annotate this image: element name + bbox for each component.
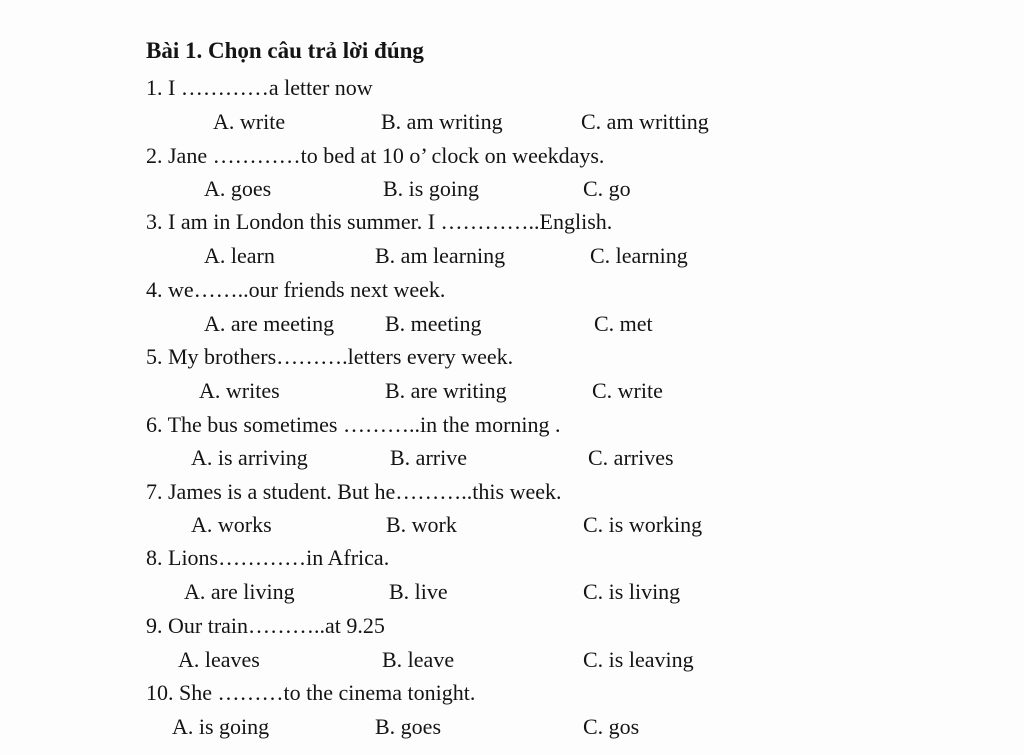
question-9-option-a: A. leaves bbox=[178, 647, 260, 672]
question-10-option-a: A. is going bbox=[172, 714, 270, 739]
question-5-option-c: C. write bbox=[592, 378, 663, 403]
question-1-stem: 1. I …………a letter now bbox=[146, 75, 373, 100]
question-2-option-c: C. go bbox=[583, 176, 631, 201]
question-8-option-c: C. is living bbox=[583, 579, 681, 604]
question-8-stem: 8. Lions…………in Africa. bbox=[146, 545, 390, 570]
question-3-stem: 3. I am in London this summer. I …………..English. bbox=[146, 209, 613, 234]
question-4-option-a: A. are meeting bbox=[204, 311, 335, 336]
question-6-option-c: C. arrives bbox=[588, 445, 674, 470]
question-1-option-b: B. am writing bbox=[381, 109, 503, 134]
question-3-option-c: C. learning bbox=[590, 243, 688, 268]
question-7-option-b: B. work bbox=[386, 512, 457, 537]
question-5-option-a: A. writes bbox=[199, 378, 280, 403]
question-4-option-c: C. met bbox=[594, 311, 653, 336]
question-6-option-b: B. arrive bbox=[390, 445, 467, 470]
question-3-option-a: A. learn bbox=[204, 243, 275, 268]
question-10-stem: 10. She ………to the cinema tonight. bbox=[146, 680, 476, 705]
question-5-option-b: B. are writing bbox=[385, 378, 507, 403]
question-9-option-c: C. is leaving bbox=[583, 647, 694, 672]
question-3-option-b: B. am learning bbox=[375, 243, 506, 268]
question-10-option-b: B. goes bbox=[375, 714, 441, 739]
question-2-stem: 2. Jane …………to bed at 10 o’ clock on weekdays. bbox=[146, 143, 605, 168]
question-2-option-a: A. goes bbox=[204, 176, 272, 201]
question-5-stem: 5. My brothers……….letters every week. bbox=[146, 344, 514, 369]
question-4-option-b: B. meeting bbox=[385, 311, 482, 336]
question-8-option-b: B. live bbox=[389, 579, 448, 604]
question-2-option-b: B. is going bbox=[383, 176, 479, 201]
question-1-option-c: C. am writting bbox=[581, 109, 709, 134]
question-4-stem: 4. we……..our friends next week. bbox=[146, 277, 446, 302]
question-9-option-b: B. leave bbox=[382, 647, 455, 672]
question-1-option-a: A. write bbox=[213, 109, 286, 134]
question-9-stem: 9. Our train………..at 9.25 bbox=[146, 613, 385, 638]
question-7-option-a: A. works bbox=[191, 512, 272, 537]
exercise-title: Bài 1. Chọn câu trả lời đúng bbox=[146, 38, 424, 63]
question-10-option-c: C. gos bbox=[583, 714, 640, 739]
question-7-option-c: C. is working bbox=[583, 512, 703, 537]
question-8-option-a: A. are living bbox=[184, 579, 295, 604]
question-7-stem: 7. James is a student. But he………..this week. bbox=[146, 479, 562, 504]
question-6-option-a: A. is arriving bbox=[191, 445, 308, 470]
question-6-stem: 6. The bus sometimes ………..in the morning . bbox=[146, 412, 561, 437]
